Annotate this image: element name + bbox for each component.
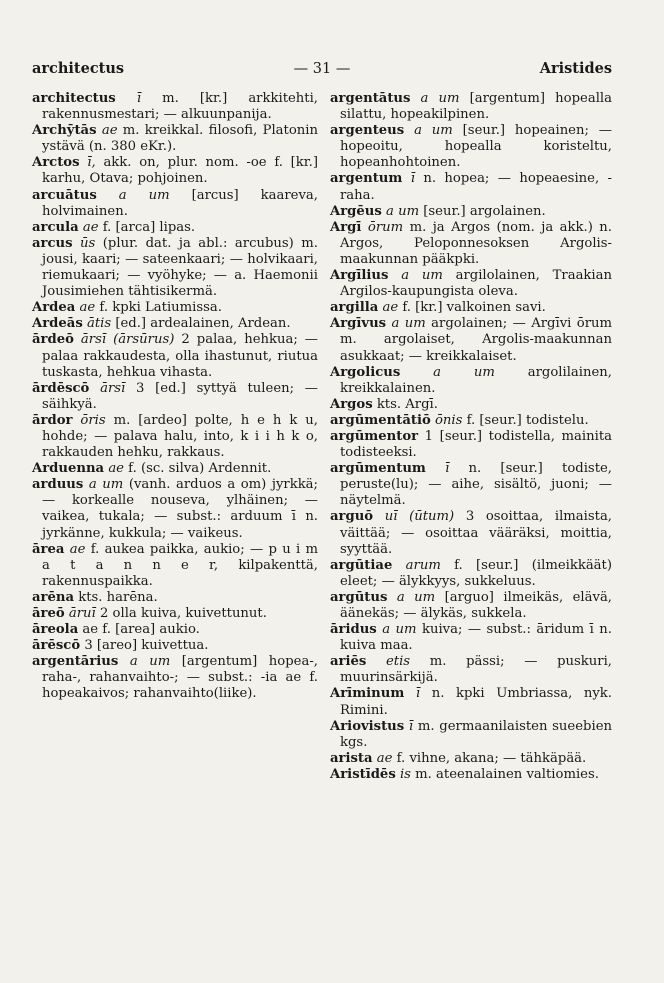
entry-grammar: ī [415, 686, 421, 702]
right-column [330, 91, 612, 783]
entry-definition: m. pässi; — puskuri, muurinsärkijä. [340, 654, 612, 686]
entry-headword: Argēus [330, 203, 382, 219]
entry-headword: architectus [32, 91, 116, 106]
entry-headword: arcuātus [32, 187, 97, 203]
entry-headword: Ardea [32, 300, 76, 316]
entry-headword: arista [330, 750, 373, 766]
entry-definition: m. [kr.] arkkitehti, rakennusmestari; — alkuunpanija. [42, 91, 318, 123]
entry-definition: kts. harēna. [74, 589, 158, 605]
dictionary-entry [32, 477, 318, 541]
entry-grammar: arum [405, 557, 441, 573]
entry-headword: arguō [330, 509, 374, 525]
entry-definition: [arguo] ilmeikäs, elävä, äänekäs; — älykäs, sukkela. [340, 589, 612, 621]
entry-headword: ārdēscō [32, 380, 90, 396]
entry-grammar: ae [82, 219, 99, 235]
entry-definition: f. (sc. silva) Ardennit. [123, 461, 272, 477]
entry-headword: Argīlius [330, 268, 389, 284]
entry-grammar: a um [88, 477, 124, 493]
entry-grammar: ī [408, 718, 414, 734]
entry-grammar: ae [101, 123, 118, 139]
dictionary-entry [32, 188, 318, 220]
entry-grammar: ūs [80, 235, 96, 251]
dictionary-entry [330, 316, 612, 364]
entry-headword: Arduenna [32, 461, 105, 477]
entry-grammar: ōrum [367, 219, 404, 235]
entry-grammar: ae [69, 541, 86, 557]
entry-grammar: ārsī (ārsūrus) [80, 332, 175, 348]
entry-definition: argolainen; — Argīvi ōrum m. argolaiset, Argolis-maakunnan asukkaat; — kreikkalaiset. [340, 316, 612, 364]
dictionary-entry [32, 606, 318, 622]
entry-grammar: ārsī [100, 380, 126, 396]
entry-definition: 1 [seur.] todistella, mainita todisteeksi. [340, 428, 612, 461]
entry-grammar: ī [136, 91, 142, 106]
entry-headword: Arctos [32, 155, 80, 171]
header-first-entry: architectus [32, 60, 125, 77]
dictionary-entry [330, 300, 612, 316]
entry-definition: [argentum] hopea-, raha-, rahanvaihto-; — subst.: -ia ae f. hopeakaivos; rahanvaihto(liike). [42, 654, 318, 702]
dictionary-entry [32, 316, 318, 332]
dictionary-entry [32, 381, 318, 413]
entry-headword: argūtiae [330, 557, 393, 573]
entry-definition: f. [seur.] (ilmeikkäät) eleet; — älykkyys, sukkeluus. [340, 557, 612, 589]
entry-definition: m. germaanilaisten sueebien kgs. [340, 718, 612, 750]
dictionary-entry [32, 461, 318, 477]
entry-definition: (plur. dat. ja abl.: arcubus) m. jousi, kaari; — sateenkaari; — holvikaari, riemukaari; — vyöhyke; — a. Haemonii Jousimiehen tähtisikermä. [42, 235, 318, 300]
entry-headword: ārdeō [32, 332, 74, 348]
entry-definition: n. [seur.] todiste, peruste(lu); — aihe, sisältö, juoni; — näytelmä. [340, 461, 612, 509]
dictionary-entry [32, 155, 318, 187]
entry-headword: āreō [32, 606, 65, 621]
dictionary-entry [330, 751, 612, 767]
entry-grammar: ae [79, 300, 96, 316]
dictionary-entry [32, 413, 318, 461]
entry-grammar: a um [386, 203, 420, 219]
dictionary-entry [330, 590, 612, 622]
entry-definition: m. ja Argos (nom. ja akk.) n. Argos, Peloponnesoksen Argolis-maakunnan pääkpki. [340, 219, 612, 267]
dictionary-entry [330, 171, 612, 203]
entry-definition: argilolainen, Traakian Argilos-kaupungista oleva. [340, 268, 612, 300]
entry-definition: f. aukea paikka, aukio; — p u i m a t a n n e r, kilpakenttä, rakennuspaikka. [42, 541, 318, 589]
entry-definition: 3 osoittaa, ilmaista, väittää; — osoittaa vääräksi, moittia, syyttää. [340, 509, 612, 557]
left-column [32, 91, 318, 703]
entry-headword: ārēscō [32, 638, 81, 654]
entry-grammar: ae [376, 750, 393, 766]
entry-definition: f. [arca] lipas. [98, 219, 196, 235]
dictionary-entry [32, 300, 318, 316]
entry-headword: argentum [330, 171, 403, 187]
entry-grammar: a um [414, 123, 453, 139]
entry-definition: [seur.] hopeainen; — hopeoitu, hopealla koristeltu, hopeanhohtoinen. [340, 123, 612, 171]
entry-definition: f. [kr.] valkoinen savi. [398, 300, 546, 316]
entry-grammar: uī (ūtum) [384, 509, 455, 525]
entry-definition: m. [ardeo] polte, h e h k u, hohde; — palava halu, into, k i i h k o, rakkauden hehku, rakkaus. [42, 412, 318, 461]
dictionary-entry [32, 654, 318, 702]
entry-definition: 2 palaa, hehkua; — palaa rakkaudesta, olla ihastunut, riutua tuskasta, hehkua vihasta. [42, 332, 318, 380]
entry-headword: arēna [32, 589, 75, 605]
entry-headword: arcula [32, 219, 79, 235]
dictionary-entry [32, 236, 318, 300]
entry-headword: arcus [32, 235, 73, 251]
dictionary-entry [32, 332, 318, 380]
entry-grammar: etis [385, 654, 411, 670]
entry-definition: kuiva; — subst.: āridum ī n. kuiva maa. [340, 622, 612, 654]
dictionary-entry [330, 397, 612, 413]
entry-headword: Argolicus [330, 364, 401, 380]
dictionary-entry [330, 461, 612, 509]
dictionary-entry [32, 542, 318, 590]
entry-headword: argentātus [330, 91, 411, 106]
entry-definition: [seur.] argolainen. [419, 203, 546, 219]
dictionary-entry [32, 622, 318, 638]
entry-grammar: ae [108, 461, 124, 477]
entry-definition: 3 [areo] kuivettua. [80, 638, 209, 654]
entry-definition: m. kreikkal. filosofi, Platonin ystävä (n. 380 eKr.). [42, 123, 318, 155]
entry-definition: akk. on, plur. nom. -oe f. [kr.] karhu, Otava; pohjoinen. [42, 155, 318, 187]
dictionary-entry [330, 767, 612, 783]
entry-headword: ariēs [330, 654, 367, 670]
dictionary-entry [32, 220, 318, 236]
entry-headword: Argī [330, 219, 362, 235]
entry-definition: m. ateenalainen valtiomies. [410, 766, 599, 782]
entry-headword: Argos [330, 396, 373, 412]
dictionary-entry [330, 91, 612, 123]
entry-grammar: ōris [80, 412, 106, 428]
entry-grammar: ae [382, 300, 399, 316]
entry-definition: [arcus] kaareva, holvimainen. [42, 187, 318, 219]
entry-definition: ae f. [area] aukio. [78, 622, 200, 638]
entry-grammar: a um [382, 622, 417, 638]
dictionary-entry [330, 558, 612, 590]
entry-grammar: ōnis [434, 412, 463, 428]
entry-definition: f. vihne, akana; — tähkäpää. [392, 750, 587, 766]
entry-grammar: a um [391, 316, 426, 332]
entry-grammar: āruī [68, 606, 96, 621]
dictionary-entry [330, 123, 612, 171]
entry-headword: Ardeās [32, 316, 83, 332]
entry-headword: argūmentor [330, 428, 419, 444]
dictionary-entry [330, 220, 612, 268]
entry-grammar: ī [445, 461, 450, 477]
entry-headword: Ariovistus [330, 718, 405, 734]
entry-grammar: a um [396, 589, 436, 605]
dictionary-entry [32, 590, 318, 606]
entry-headword: Arīminum [330, 686, 405, 702]
entry-definition: argolilainen, kreikkalainen. [340, 364, 612, 396]
entry-definition: f. kpki Latiumissa. [95, 300, 222, 316]
entry-grammar: a um [420, 91, 460, 106]
dictionary-entry [32, 123, 318, 155]
dictionary-entry [32, 91, 318, 123]
entry-definition: [argentum] hopealla silattu, hopeakilpinen. [340, 91, 612, 123]
dictionary-entry [330, 365, 612, 397]
entry-headword: Archȳtās [32, 123, 97, 139]
entry-headword: Argīvus [330, 316, 387, 332]
entry-grammar: a um [118, 187, 170, 203]
entry-definition: n. hopea; — hopeaesine, -raha. [340, 171, 612, 203]
entry-headword: ārdor [32, 412, 73, 428]
entry-headword: āreola [32, 622, 79, 638]
dictionary-entry [330, 429, 612, 461]
dictionary-entry [32, 638, 318, 654]
entry-definition: kts. Argī. [372, 396, 438, 412]
entry-grammar: ātis [86, 316, 112, 332]
entry-definition: [ed.] ardealainen, Ardean. [111, 316, 291, 332]
entry-definition: n. kpki Umbriassa, nyk. Rimini. [340, 686, 612, 718]
header-last-entry: Aristides [539, 60, 612, 77]
entry-definition: 2 olla kuiva, kuivettunut. [95, 606, 267, 621]
entry-grammar: a um [129, 654, 171, 670]
entry-definition: 3 [ed.] syttyä tuleen; — säihkyä. [42, 380, 318, 412]
entry-headword: argentārius [32, 654, 119, 670]
page-header [32, 58, 612, 80]
entry-grammar: a um [433, 364, 495, 380]
dictionary-entry [330, 622, 612, 654]
entry-grammar: a um [401, 268, 443, 284]
entry-headword: arduus [32, 477, 84, 493]
dictionary-entry [330, 413, 612, 429]
entry-headword: ārea [32, 541, 65, 557]
dictionary-entry [330, 509, 612, 557]
dictionary-entry [330, 204, 612, 220]
dictionary-entry [330, 654, 612, 686]
entry-headword: argenteus [330, 123, 405, 139]
entry-headword: Aristīdēs [330, 766, 396, 782]
entry-headword: argūtus [330, 589, 388, 605]
entry-headword: argūmentātiō [330, 412, 431, 428]
entry-grammar: is [399, 766, 411, 782]
entry-grammar: ī [410, 171, 415, 187]
entry-headword: āridus [330, 622, 377, 638]
entry-headword: argilla [330, 300, 379, 316]
entry-headword: argūmentum [330, 461, 426, 477]
dictionary-entry [330, 268, 612, 300]
dictionary-entry [330, 719, 612, 751]
entry-definition: (vanh. arduos a om) jyrkkä; — korkealle nouseva, ylhäinen; — vaikea, tukala; — subst.: arduum ī n. jyrkänne, kukkula; — vaikeus. [42, 477, 318, 541]
entry-definition: f. [seur.] todistelu. [462, 412, 589, 428]
entry-grammar: ī, [87, 155, 96, 171]
page-number: — 31 — [293, 61, 351, 77]
dictionary-entry [330, 686, 612, 718]
